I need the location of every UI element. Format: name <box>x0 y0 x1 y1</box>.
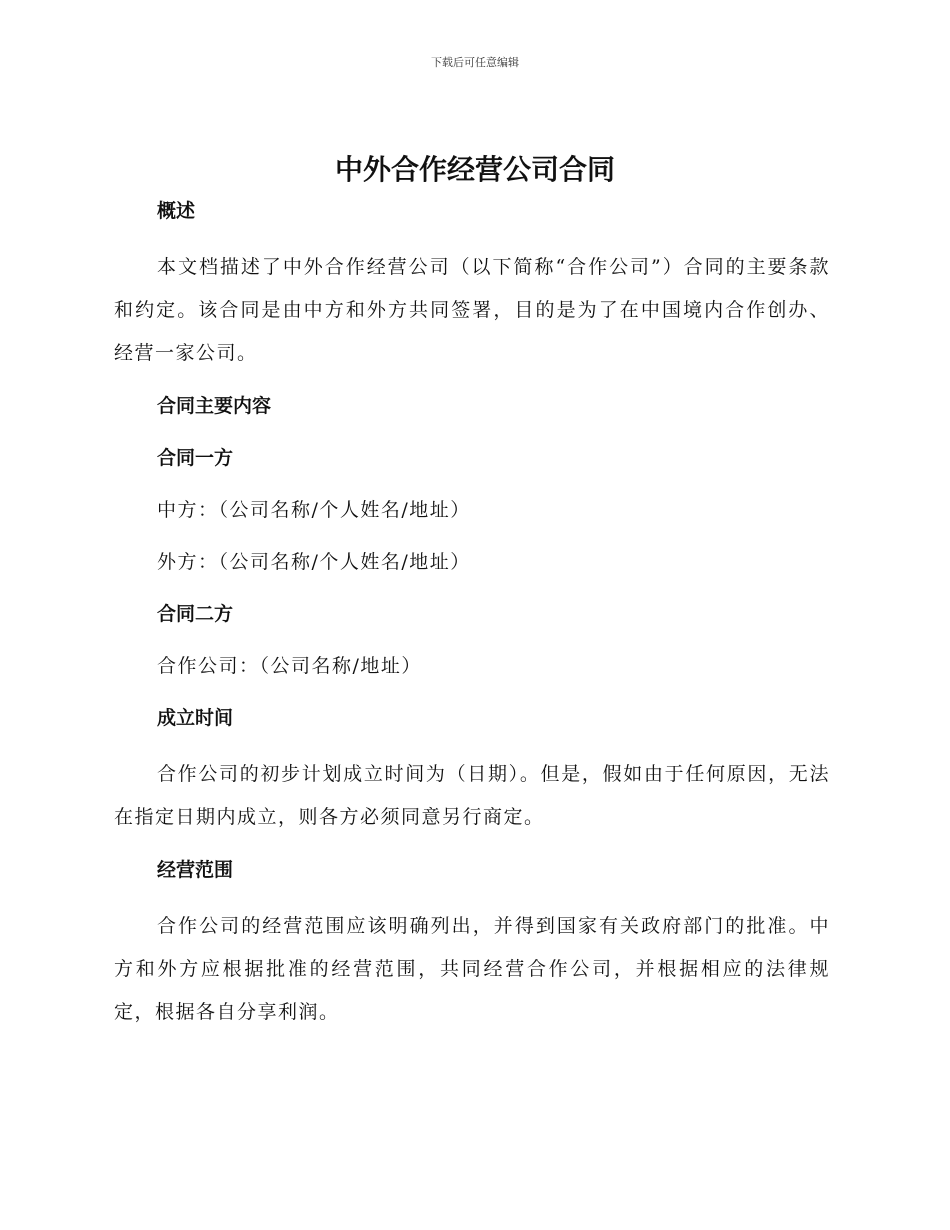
section-heading-party-two: 合同二方 <box>157 603 234 625</box>
document-title: 中外合作经营公司合同 <box>334 153 615 186</box>
joint-company-line: 合作公司：（公司名称/地址） <box>157 655 422 677</box>
overview-paragraph: 本文档描述了中外合作经营公司（以下简称“合作公司”）合同的主要条款和约定。该合同是由中方和外方共同签署，目的是为了在中国境内合作创办、经营一家公司。 <box>114 256 830 364</box>
section-heading-business-scope: 经营范围 <box>157 859 234 881</box>
header-note: 下载后可任意编辑 <box>431 56 519 69</box>
section-heading-main-content: 合同主要内容 <box>157 395 272 417</box>
section-heading-establishment: 成立时间 <box>157 707 234 729</box>
section-heading-party-one: 合同一方 <box>157 447 234 469</box>
foreign-party-line: 外方：（公司名称/个人姓名/地址） <box>157 551 471 573</box>
section-heading-overview: 概述 <box>157 200 196 222</box>
business-scope-paragraph: 合作公司的经营范围应该明确列出，并得到国家有关政府部门的批准。中方和外方应根据批准的经营范围，共同经营合作公司，并根据相应的法律规定，根据各自分享利润。 <box>114 915 830 1023</box>
chinese-party-line: 中方：（公司名称/个人姓名/地址） <box>157 499 471 521</box>
establishment-paragraph: 合作公司的初步计划成立时间为（日期）。但是，假如由于任何原因，无法在指定日期内成立，则各方必须同意另行商定。 <box>114 763 830 828</box>
document-body <box>114 194 830 1042</box>
